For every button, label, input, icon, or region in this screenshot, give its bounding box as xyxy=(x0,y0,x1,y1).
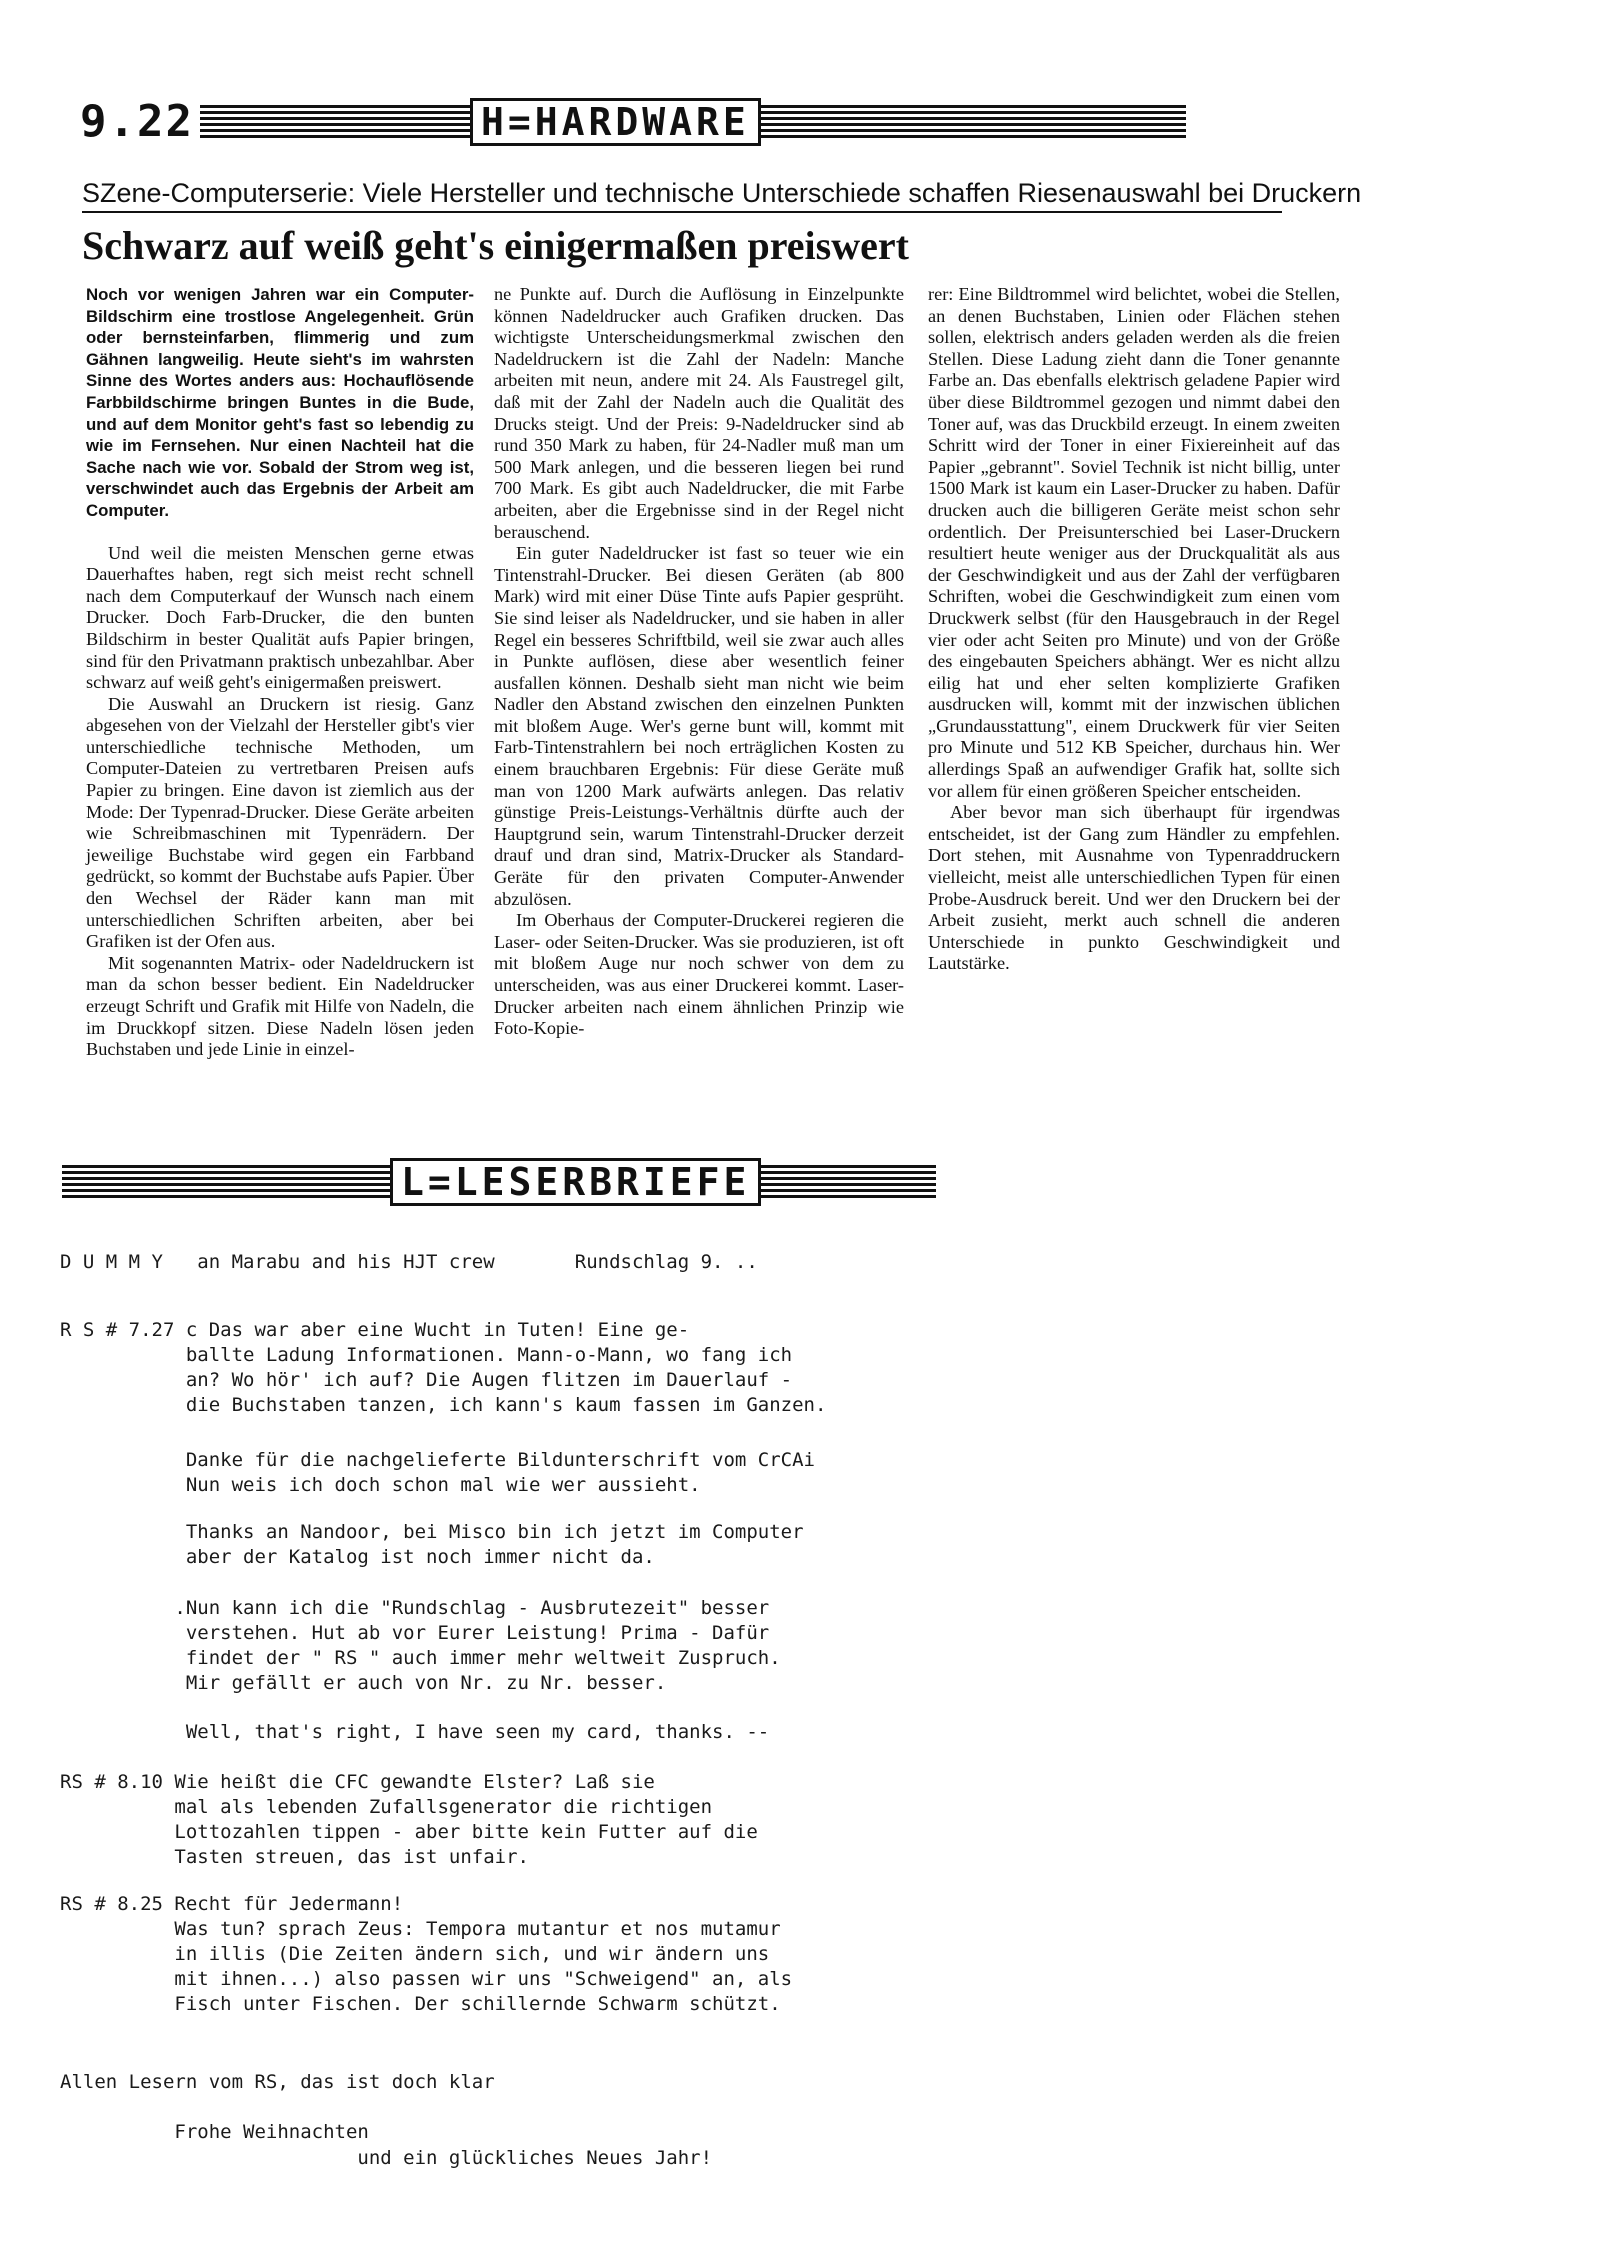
letter-line: Mir gefällt er auch von Nr. zu Nr. besser. xyxy=(60,1672,667,1694)
article-paragraph: ne Punkte auf. Durch die Auflösung in Einzelpunkte können Nadeldrucker auch Grafiken drucken. Das wichtigste Unterscheidungsmerkmal zwischen den Nadeldruckern ist die Zahl der Nadeln: Manche arbeiten mit neun, andere mit 24. Als Faustregel gilt, daß mit der Zahl der Nadeln auch die Qualität des Drucks steigt. Und der Preis: 9-Nadeldrucker sind ab rund 350 Mark zu haben, für 24-Nadler muß man um 500 Mark anlegen, und die besseren liegen bei rund 700 Mark. Es gibt auch Nadeldrucker, die mit Farbe arbeiten, aber die Ergebnisse sind in der Regel nicht berauschend. xyxy=(494,284,904,542)
letter-closing-christmas: Frohe Weihnachten xyxy=(60,2121,369,2143)
letter-line: mal als lebenden Zufallsgenerator die richtigen xyxy=(60,1796,713,1818)
letter-line: mit ihnen...) also passen wir uns "Schweigend" an, als xyxy=(60,1968,793,1990)
header-stripes-right xyxy=(761,1165,936,1199)
article-column-1 xyxy=(86,284,474,1061)
letter-line: in illis (Die Zeiten ändern sich, und wir ändern uns xyxy=(60,1943,770,1965)
letter-line: Thanks an Nandoor, bei Misco bin ich jetzt im Computer xyxy=(60,1521,804,1543)
article-lead: Noch vor wenigen Jahren war ein Computer-Bildschirm eine trostlose Angelegenheit. Grün oder bernsteinfarben, flimmerig und zum Gähnen langweilig. Heute sieht's im wahrsten Sinne des Wortes anders aus: Hochauflösende Farbbildschirme bringen Buntes in die Bude, und auf dem Monitor geht's fast so lebendig zu wie im Fernsehen. Nur einen Nachteil hat die Sache nach wie vor. Sobald der Strom weg ist, verschwindet auch das Ergebnis der Arbeit am Computer. xyxy=(86,285,474,520)
article-headline: Schwarz auf weiß geht's einigermaßen preiswert xyxy=(82,223,909,268)
letter-header: D U M M Y an Marabu and his HJT crew Rundschlag 9. .. xyxy=(60,1251,758,1273)
letter-line: Was tun? sprach Zeus: Tempora mutantur et nos mutamur xyxy=(60,1918,781,1940)
letter-line: Tasten streuen, das ist unfair. xyxy=(60,1846,529,1868)
letter-closing-new-year: und ein glückliches Neues Jahr! xyxy=(60,2147,713,2169)
letter-line: Nun weis ich doch schon mal wie wer aussieht. xyxy=(60,1474,701,1496)
header-stripes-left xyxy=(62,1165,390,1199)
letter-closing-greeting: Allen Lesern vom RS, das ist doch klar xyxy=(60,2071,495,2093)
letter-line: Lottozahlen tippen - aber bitte kein Futter auf die xyxy=(60,1821,758,1843)
hardware-section-title: H=HARDWARE xyxy=(470,98,761,146)
letter-line: Fisch unter Fischen. Der schillernde Schwarm schützt. xyxy=(60,1993,781,2015)
letter-paragraph-well: Well, that's right, I have seen my card, thanks. -- xyxy=(60,1721,770,1743)
letter-line: .Nun kann ich die "Rundschlag - Ausbrutezeit" besser xyxy=(60,1597,770,1619)
article-paragraph: Die Auswahl an Druckern ist riesig. Ganz abgesehen von der Vielzahl der Hersteller gibt's vier unterschiedliche technische Methoden, um Computer-Dateien zu vertretbaren Preisen aufs Papier zu bringen. Eine davon ist ziemlich aus der Mode: Der Typenrad-Drucker. Diese Geräte arbeiten wie Schreibmaschinen mit Typenrädern. Der jeweilige Buchstabe wird gegen ein Farbband gedrückt, so kommt der Buchstabe aufs Papier. Über den Wechsel der Räder kann man mit unterschiedlichen Schriften arbeiten, aber bei Grafiken ist der Ofen aus. xyxy=(86,693,474,952)
letter-line: RS # 8.10 Wie heißt die CFC gewandte Elster? Laß sie xyxy=(60,1771,655,1793)
header-stripes-right xyxy=(761,105,1186,139)
article-paragraph: Und weil die meisten Menschen gerne etwas Dauerhaftes haben, regt sich meist recht schnell nach dem Computerkauf der Wunsch nach einem Drucker. Doch Farb-Drucker, die den bunten Bildschirm in bester Qualität aufs Papier bringen, sind für den Privatmann praktisch unbezahlbar. Aber schwarz auf weiß geht's einigermaßen preiswert. xyxy=(86,542,474,693)
leserbriefe-section-title: L=LESERBRIEFE xyxy=(390,1158,761,1206)
article-paragraph: Aber bevor man sich überhaupt für irgendwas entscheidet, ist der Gang zum Händler zu empfehlen. Dort stehen, mit Ausnahme von Typenraddruckern vielleicht, meist alle unterschiedlichen Typen für einen Probe-Ausdruck bereit. Und wer den Druckern bei der Arbeit zusieht, merkt auch schnell die anderen Unterschiede in punkto Geschwindigkeit und Lautstärke. xyxy=(928,802,1340,974)
article-paragraph: rer: Eine Bildtrommel wird belichtet, wobei die Stellen, an denen Buchstaben, Linien oder Flächen stehen sollen, elektrisch anders geladen werden als die freien Stellen. Diese Ladung zieht dann die Toner genannte Farbe an. Das ebenfalls elektrisch geladene Papier wird über diese Bildtrommel gezogen und nimmt dabei den Toner auf, was das Druckbild erzeugt. In einem zweiten Schritt wird der Toner in einer Fixiereinheit auf das Papier „gebrannt". Soviel Technik ist nicht billig, unter 1500 Mark ist kaum ein Laser-Drucker zu haben. Dafür drucken auch die billigeren Geräte meist schon sehr ordentlich. Der Preisunterschied bei Laser-Druckern resultiert heute weniger aus der Druckqualität als aus der Geschwindigkeit und aus der Zahl der verfügbaren Schriften, wobei die Geschwindigkeit zum einen vom Druckwerk selbst (für den Hausgebrauch in der Regel vier oder acht Seiten pro Minute) und von der Größe des eingebauten Speichers abhängt. Wer es nicht allzu eilig hat und eher selten komplizierte Grafiken ausdrucken will, kommt mit der inzwischen üblichen „Grundausstattung", einem Druckwerk für vier Seiten pro Minute und 512 KB Speicher, durchaus hin. Wer allerdings Spaß an aufwendiger Grafik hat, sollte sich vor allem für einen größeren Speicher entscheiden. xyxy=(928,284,1340,801)
letter-rs-8-25 xyxy=(60,1892,792,2017)
leserbriefe-section-header xyxy=(62,1158,936,1206)
letter-paragraph-thanks xyxy=(60,1520,804,1570)
letter-line: an? Wo hör' ich auf? Die Augen flitzen im Dauerlauf - xyxy=(60,1369,793,1391)
letter-line: R S # 7.27 c Das war aber eine Wucht in Tuten! Eine ge- xyxy=(60,1319,690,1341)
letter-paragraph-nun xyxy=(60,1596,781,1696)
letter-rs-8-10 xyxy=(60,1770,758,1870)
article-paragraph: Im Oberhaus der Computer-Druckerei regieren die Laser- oder Seiten-Drucker. Was sie produzieren, ist oft mit bloßem Auge nur noch schwer von dem zu unterscheiden, was aus einer Druckerei kommt. Laser-Drucker arbeiten nach einem ähnlichen Prinzip wie Foto-Kopie- xyxy=(494,910,904,1039)
letter-line: ballte Ladung Informationen. Mann-o-Mann, wo fang ich xyxy=(60,1344,793,1366)
letter-line: RS # 8.25 Recht für Jedermann! xyxy=(60,1893,404,1915)
article-column-3 xyxy=(928,284,1340,975)
letter-line: die Buchstaben tanzen, ich kann's kaum fassen im Ganzen. xyxy=(60,1394,827,1416)
letter-line: Danke für die nachgelieferte Bildunterschrift vom CrCAi xyxy=(60,1449,815,1471)
header-stripes-left xyxy=(200,105,470,139)
letter-line: verstehen. Hut ab vor Eurer Leistung! Prima - Dafür xyxy=(60,1622,770,1644)
page-number: 9.22 xyxy=(80,96,194,147)
letter-paragraph-danke xyxy=(60,1448,815,1498)
article-kicker: SZene-Computerserie: Viele Hersteller und technische Unterschiede schaffen Riesenauswahl bei Druckern xyxy=(82,178,1282,213)
article-paragraph: Ein guter Nadeldrucker ist fast so teuer wie ein Tintenstrahl-Drucker. Bei diesen Geräten (ab 800 Mark) wird mit einer Düse Tinte aufs Papier gesprüht. Sie sind leiser als Nadeldrucker, und sie haben in aller Regel ein besseres Schriftbild, weil sie zwar auch alles in Punkte auflösen, diese aber wesentlich feiner ausfallen können. Deshalb sieht man nicht wie beim Nadler den Abstand zwischen den einzelnen Punkten mit bloßem Auge. Wer's gerne bunt will, kommt mit Farb-Tintenstrahlern bei noch erträglichen Kosten zu einem brauchbaren Ergebnis: Für diese Geräte muß man von 1200 Mark aufwärts anlegen. Das relativ günstige Preis-Leistungs-Verhältnis dürfte auch der Hauptgrund sein, warum Tintenstrahl-Drucker derzeit drauf und dran sind, Matrix-Drucker als Standard-Geräte für den privaten Computer-Anwender abzulösen. xyxy=(494,543,904,909)
article-column-2 xyxy=(494,284,904,1040)
letter-line: findet der " RS " auch immer mehr weltweit Zuspruch. xyxy=(60,1647,781,1669)
letter-rs-7-27 xyxy=(60,1318,826,1418)
hardware-section-header xyxy=(80,98,1186,146)
letter-line: aber der Katalog ist noch immer nicht da. xyxy=(60,1546,655,1568)
article-paragraph: Mit sogenannten Matrix- oder Nadeldruckern ist man da schon besser bedient. Ein Nadeldrucker erzeugt Schrift und Grafik mit Hilfe von Nadeln, die im Druckkopf sitzen. Diese Nadeln lösen jeden Buchstaben und jede Linie in einzel- xyxy=(86,952,474,1060)
